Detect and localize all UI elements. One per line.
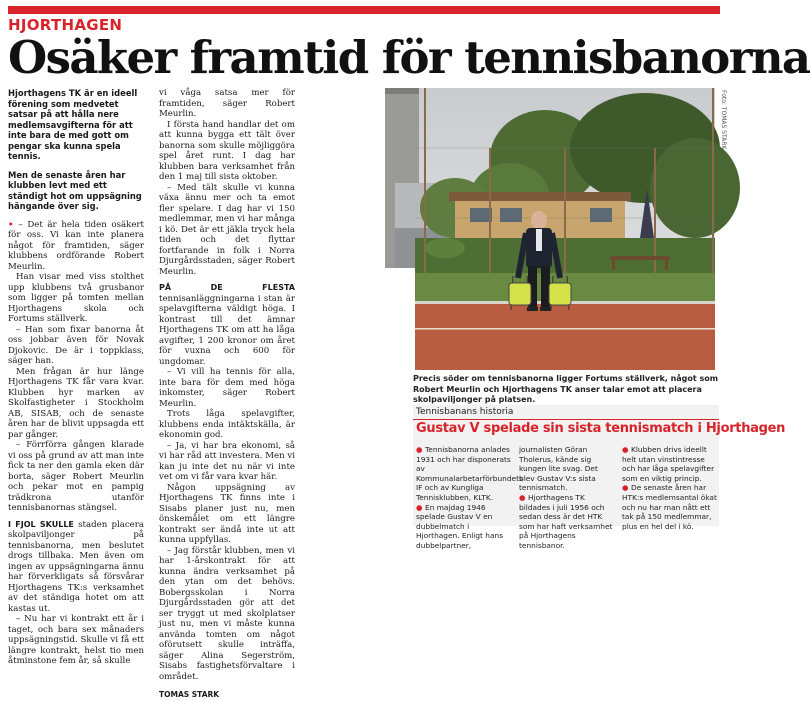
body-p: Nu har vi kontrakt ett år i taget, och bara sex månaders uppsägningstid. Skulle vi få ett längre kontrakt, helst tio men åtminstone fem år, så skulle	[8, 614, 144, 666]
body-p: Han visar med viss stolthet upp klubbens två grusbanor som ligger på tomten mellan Hjorthagens skola och Fortums ställverk.	[8, 272, 144, 324]
body-p: Med tält skulle vi kunna växa ännu mer och ta emot fler spelare. I dag har vi 150 medlemmar, men vi har många i kö. Det är ett jäkla tryck hela tiden och det flyttar fortfarande in folk i Norra Djurgårdsstaden, säger Robert Meurlin.	[159, 182, 295, 277]
body-p: Trots låga spelavgifter, klubbens enda intäktskälla, är ekonomin god.	[159, 409, 295, 440]
body-p: I första hand handlar det om att kunna bygga ett tält över banorna som skulle möjliggöra spel året runt. I dag har klubben bara verksamhet från den 1 maj till sista oktober.	[159, 119, 295, 182]
quote-bullet-icon: •	[8, 219, 19, 230]
article-photo	[415, 88, 715, 370]
subhead: I FJOL SKULLE	[8, 519, 74, 529]
fact-column-2	[519, 445, 615, 551]
body-p: Någon uppsägning av Hjorthagens TK finns inte i Sisabs planer just nu, men önskemålet om ett längre kontrakt ser ändå inte ut att kunna uppfyllas.	[159, 482, 295, 545]
fact-column-1	[416, 445, 523, 551]
fact-box-label: Tennisbanans historia	[416, 407, 514, 417]
tennis-court-photo	[415, 88, 715, 370]
article-column-2: vi våga satsa mer för framtiden, säger Robert Meurlin. I första hand handlar det om att kunna bygga ett tält över banorna som skulle möjliggöra spel året runt. I dag har klubben bara verksamhet från den 1 maj till sista oktober. – Med tält skulle vi kunna växa ännu mer och ta emot fler spelare. I dag har vi 150 medlemmar, men vi har många i kö. Det är ett jäkla tryck hela tiden och det flyttar fortfarande in folk i Norra Djurgårdsstaden, säger Robert Meurlin. PÅ DE FLESTA tennisanläggningarna i stan är spelavgifterna väldigt höga. I kontrast till det ämnar Hjorthagens TK om att ha låga avgifter, 1 200 kronor om året för vuxna och 600 för ungdomar. – Vi vill ha tennis för alla, inte bara för dem med höga inkomster, säger Robert Meurlin. Trots låga spelavgifter, klubbens enda intäktskälla, är ekonomin god. – Ja, vi har bra ekonomi, så vi har råd att investera. Men vi kan ju inte det nu när vi inte vet om vi får vara kvar här. Någon uppsägning av Hjorthagens TK finns inte i Sisabs planer just nu, men önskemålet om ett längre kontrakt ser ändå inte ut att kunna uppfyllas. – Jag förstår klubben, men vi har 1-årskontrakt för att kunna ändra verksamhet på den ytan om det behövs. Bobergsskolan i Norra Djurgårdsstaden gör att det ser tryggt ut med skolplatser just nu, men vi måste kunna använda tomten om något oförutsett skulle inträffa, säger Alina Segerström, Sisabs fastighetsförvaltare i området. TOMAS STARK	[159, 88, 295, 699]
bullet-icon: ●	[622, 483, 632, 493]
fact-box-rule	[413, 419, 719, 420]
body-p: Men frågan är hur länge Hjorthagens TK får vara kvar. Klubben hyr marken av Skolfastigheter i Stockholm AB, SISAB, och de senaste åren har de blivit uppsagda ett par gånger.	[8, 366, 144, 440]
fact-box	[413, 405, 786, 550]
body-p: Han som fixar banorna åt oss jobbar även för Novak Djokovic. De är i toppklass, säger han.	[8, 324, 144, 366]
body-text-col1: • – Det är hela tiden osäkert för oss. Vi kan inte planera något för framtiden, säger klubbens ordförande Robert Meurlin. Han visar med viss stolthet upp klubbens två grusbanor som ligger på tomten mellan Hjorthagens skola och Fortums ställverk. – Han som fixar banorna åt oss jobbar även för Novak Djokovic. De är i toppklass, säger han. Men frågan är hur länge Hjorthagens TK får vara kvar. Klubben hyr marken av Skolfastigheter i Stockholm AB, SISAB, och de senaste åren har de blivit uppsagda ett par gånger. – Förrförra gången klarade vi oss på grund av att man inte fick ta ner den gamla eken där borta, säger Robert Meurlin och pekar mot en pampig trädkrona utanför tennisbanornas stängsel. I FJOL SKULLE staden placera skolpaviljonger på tennisbanorna, men beslutet drogs tillbaka. Men även om ingen av uppsägningarna ännu har förverkligats så försvårar Hjorthagens TK:s verksamhet av det ständiga hotet om att kastas ut. – Nu har vi kontrakt ett år i taget, och bara sex månaders uppsägningstid. Skulle vi få ett längre kontrakt, helst tio men åtminstone fem år, så skulle	[8, 219, 144, 666]
body-p: staden placera skolpaviljonger på tennisbanorna, men beslutet drogs tillbaka. Men även om ingen av uppsägningarna ännu har förverkligats så försvårar Hjorthagens TK:s verksamhet av det ständiga hotet om att kastas ut.	[8, 519, 144, 614]
subhead: PÅ DE FLESTA	[159, 283, 295, 292]
lead-p2: Men de senaste åren har klubben levt med ett ständigt hot om uppsägning hängande över sig.	[8, 169, 142, 211]
photo-caption: Precis söder om tennisbanorna ligger Fortums ställverk, något som Robert Meurlin och Hjorthagens TK anser talar emot att placera skolpaviljonger på platsen.	[413, 374, 719, 404]
fact-item: Klubben drivs ideellt helt utan vinstintresse och har låga spelavgifter som en viktig princip.	[622, 445, 715, 483]
section-kicker: HJORTHAGEN	[8, 16, 123, 34]
fact-item: De senaste åren har HTK:s medlemsantal ökat och nu har man nått ett tak på 150 medlemmar, plus en hel del i kö.	[622, 483, 717, 531]
fact-box-title: Gustav V spelade sin sista tennismatch i Hjorthagen	[416, 421, 786, 436]
photo-credit: Foto: TOMAS STARK	[720, 90, 727, 150]
body-p: Vi vill ha tennis för alla, inte bara för dem med höga inkomster, säger Robert Meurlin.	[159, 367, 295, 409]
body-p: Förrförra gången klarade vi oss på grund av att man inte fick ta ner den gamla eken där borta, säger Robert Meurlin och pekar mot en pampig trädkrona utanför tennisbanornas stängsel.	[8, 440, 144, 513]
fact-item: journalisten Göran Tholerus, kände sig kungen lite svag. Det blev Gustav V:s sista tennismatch.	[519, 445, 598, 493]
lead-p1: Hjorthagens TK är en ideell förening som medvetet satsar på att hålla nere medlemsavgifterna för att inte bara de med gott om pengar ska kunna spela tennis.	[8, 88, 138, 161]
headline: Osäker framtid för tennisbanorna	[8, 31, 810, 84]
fact-item: Tennisbanorna anlades 1931 och har disponerats av Kommunalarbetarförbundets IF och av Kungliga Tennisklubben, KLTK.	[416, 445, 523, 502]
bullet-icon: ●	[416, 445, 426, 454]
body-p: Jag förstår klubben, men vi har 1-årskontrakt för att kunna ändra verksamhet på den ytan om det behövs. Bobergsskolan i Norra Djurgårdsstaden gör att det ser tryggt ut med skolplatser just nu, men vi måste kunna använda tomten om något oförutsett skulle inträffa, säger Alina Segerström, Sisabs fastighetsförvaltare i området.	[159, 545, 295, 682]
bullet-icon: ●	[622, 445, 632, 454]
fact-item: Hjorthagens TK bildades i juli 1956 och sedan dess är det HTK som har haft verksamhet på Hjorthagens tennisbanor.	[519, 492, 613, 550]
body-p: vi våga satsa mer för framtiden, säger Robert Meurlin.	[159, 88, 295, 119]
fact-item: En majdag 1946 spelade Gustav V en dubbelmatch i Hjorthagen. Enligt hans dubbelpartner,	[416, 502, 504, 550]
body-p: Ja, vi har bra ekonomi, så vi har råd att investera. Men vi kan ju inte det nu när vi inte vet om vi får vara kvar här.	[159, 440, 295, 482]
byline: TOMAS STARK	[159, 690, 220, 699]
body-p: Det är hela tiden osäkert för oss. Vi kan inte planera något för framtiden, säger klubbens ordförande Robert Meurlin.	[8, 219, 144, 272]
fact-box-columns	[416, 445, 718, 551]
lead-paragraph	[8, 88, 144, 212]
top-color-bar	[8, 6, 720, 14]
bullet-icon: ●	[519, 492, 529, 502]
bullet-icon: ●	[416, 502, 426, 512]
fact-column-3	[622, 445, 718, 551]
body-p: tennisanläggningarna i stan är spelavgifterna väldigt höga. I kontrast till det ämnar Hjorthagens TK om att ha låga avgifter, 1 200 kronor om året för vuxna och 600 för ungdomar.	[159, 293, 295, 367]
article-column-1	[8, 88, 144, 667]
